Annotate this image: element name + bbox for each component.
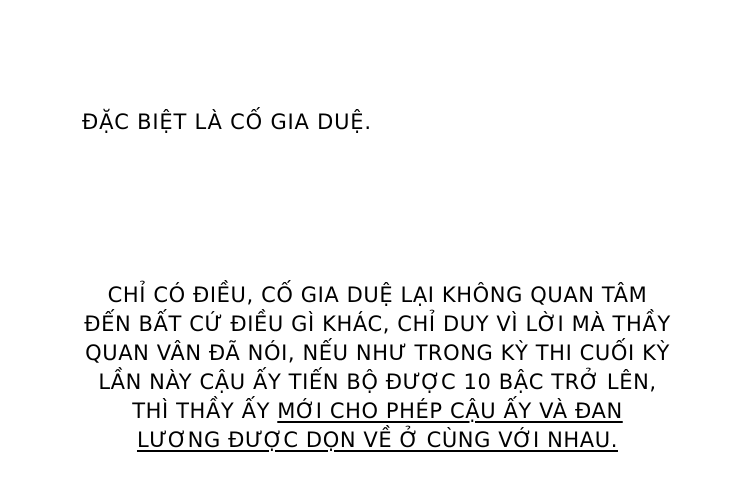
paragraph-line-6-underlined: LƯƠNG ĐƯỢC DỌN VỀ Ở CÙNG VỚI NHAU. bbox=[136, 428, 618, 452]
bottom-paragraph bbox=[0, 281, 755, 455]
top-paragraph: ĐẶC BIỆT LÀ CỐ GIA DUỆ. bbox=[82, 110, 372, 134]
paragraph-line-6 bbox=[0, 426, 755, 455]
paragraph-line-5-plain: THÌ THẦY ẤY bbox=[132, 399, 278, 423]
paragraph-line-5-underlined: MỚI CHO PHÉP CẬU ẤY VÀ ĐAN bbox=[277, 399, 623, 423]
paragraph-line-3: QUAN VÂN ĐÃ NÓI, NẾU NHƯ TRONG KỲ THI CUỐI KỲ bbox=[85, 341, 670, 365]
paragraph-line-5 bbox=[0, 397, 755, 426]
paragraph-line-4: LẦN NÀY CẬU ẤY TIẾN BỘ ĐƯỢC 10 BẬC TRỞ LÊN, bbox=[98, 370, 657, 394]
paragraph-line-2: ĐẾN BẤT CỨ ĐIỀU GÌ KHÁC, CHỈ DUY VÌ LỜI MÀ THẦY bbox=[84, 312, 671, 336]
paragraph-line-1: CHỈ CÓ ĐIỀU, CỐ GIA DUỆ LẠI KHÔNG QUAN TÂM bbox=[107, 283, 648, 307]
